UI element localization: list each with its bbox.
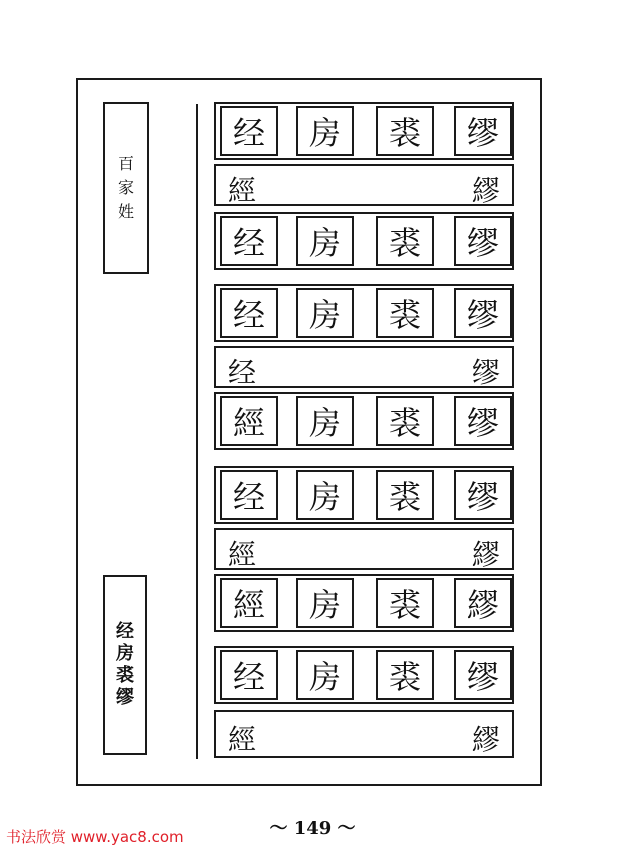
glyph-row (214, 212, 514, 270)
label-left: 經 (228, 538, 257, 571)
label-left: 經 (228, 723, 257, 756)
side-label-bottom (103, 575, 147, 755)
glyph-cell: 缪 (454, 650, 512, 700)
glyph-cell: 缪 (454, 288, 512, 338)
glyph-row (214, 646, 514, 704)
glyph-cell: 經 (220, 578, 278, 628)
label-row (214, 710, 514, 758)
glyph-row (214, 466, 514, 524)
side-char: 百 (117, 154, 134, 173)
glyph-cell: 裘 (376, 106, 434, 156)
label-right: 缪 (471, 356, 500, 389)
glyph-cell: 经 (220, 288, 278, 338)
side-label-top (103, 102, 149, 274)
glyph-cell: 房 (296, 578, 354, 628)
glyph-cell: 繆 (454, 578, 512, 628)
glyph-cell: 裘 (376, 470, 434, 520)
glyph-cell: 缪 (454, 106, 512, 156)
glyph-cell: 裘 (376, 216, 434, 266)
glyph-cell: 裘 (376, 396, 434, 446)
side-char: 缪 (116, 687, 134, 708)
glyph-cell: 房 (296, 470, 354, 520)
glyph-cell: 房 (296, 396, 354, 446)
glyph-cell: 經 (220, 396, 278, 446)
glyph-row (214, 574, 514, 632)
label-row (214, 528, 514, 570)
label-left: 經 (228, 174, 257, 207)
glyph-cell: 裘 (376, 288, 434, 338)
label-left: 经 (228, 356, 257, 389)
label-right: 繆 (471, 538, 500, 571)
side-char: 经 (116, 621, 134, 642)
label-right: 繆 (471, 723, 500, 756)
glyph-cell: 经 (220, 216, 278, 266)
label-row (214, 346, 514, 388)
glyph-row (214, 392, 514, 450)
glyph-cell: 缪 (454, 470, 512, 520)
glyph-cell: 经 (220, 106, 278, 156)
side-char: 房 (116, 643, 134, 664)
glyph-cell: 房 (296, 216, 354, 266)
column-divider (196, 104, 198, 759)
label-right: 繆 (471, 174, 500, 207)
glyph-cell: 房 (296, 106, 354, 156)
glyph-cell: 房 (296, 288, 354, 338)
glyph-cell: 缪 (454, 216, 512, 266)
glyph-cell: 裘 (376, 650, 434, 700)
side-char: 家 (117, 178, 134, 197)
glyph-cell: 经 (220, 650, 278, 700)
glyph-cell: 缪 (454, 396, 512, 446)
side-char: 裘 (116, 665, 134, 686)
glyph-row (214, 102, 514, 160)
label-row (214, 164, 514, 206)
glyph-row (214, 284, 514, 342)
watermark: 书法欣赏 www.yac8.com (6, 828, 184, 846)
glyph-cell: 经 (220, 470, 278, 520)
glyph-cell: 房 (296, 650, 354, 700)
side-char: 姓 (117, 202, 134, 221)
glyph-cell: 裘 (376, 578, 434, 628)
page-number: ～ 149 ～ (269, 818, 356, 839)
